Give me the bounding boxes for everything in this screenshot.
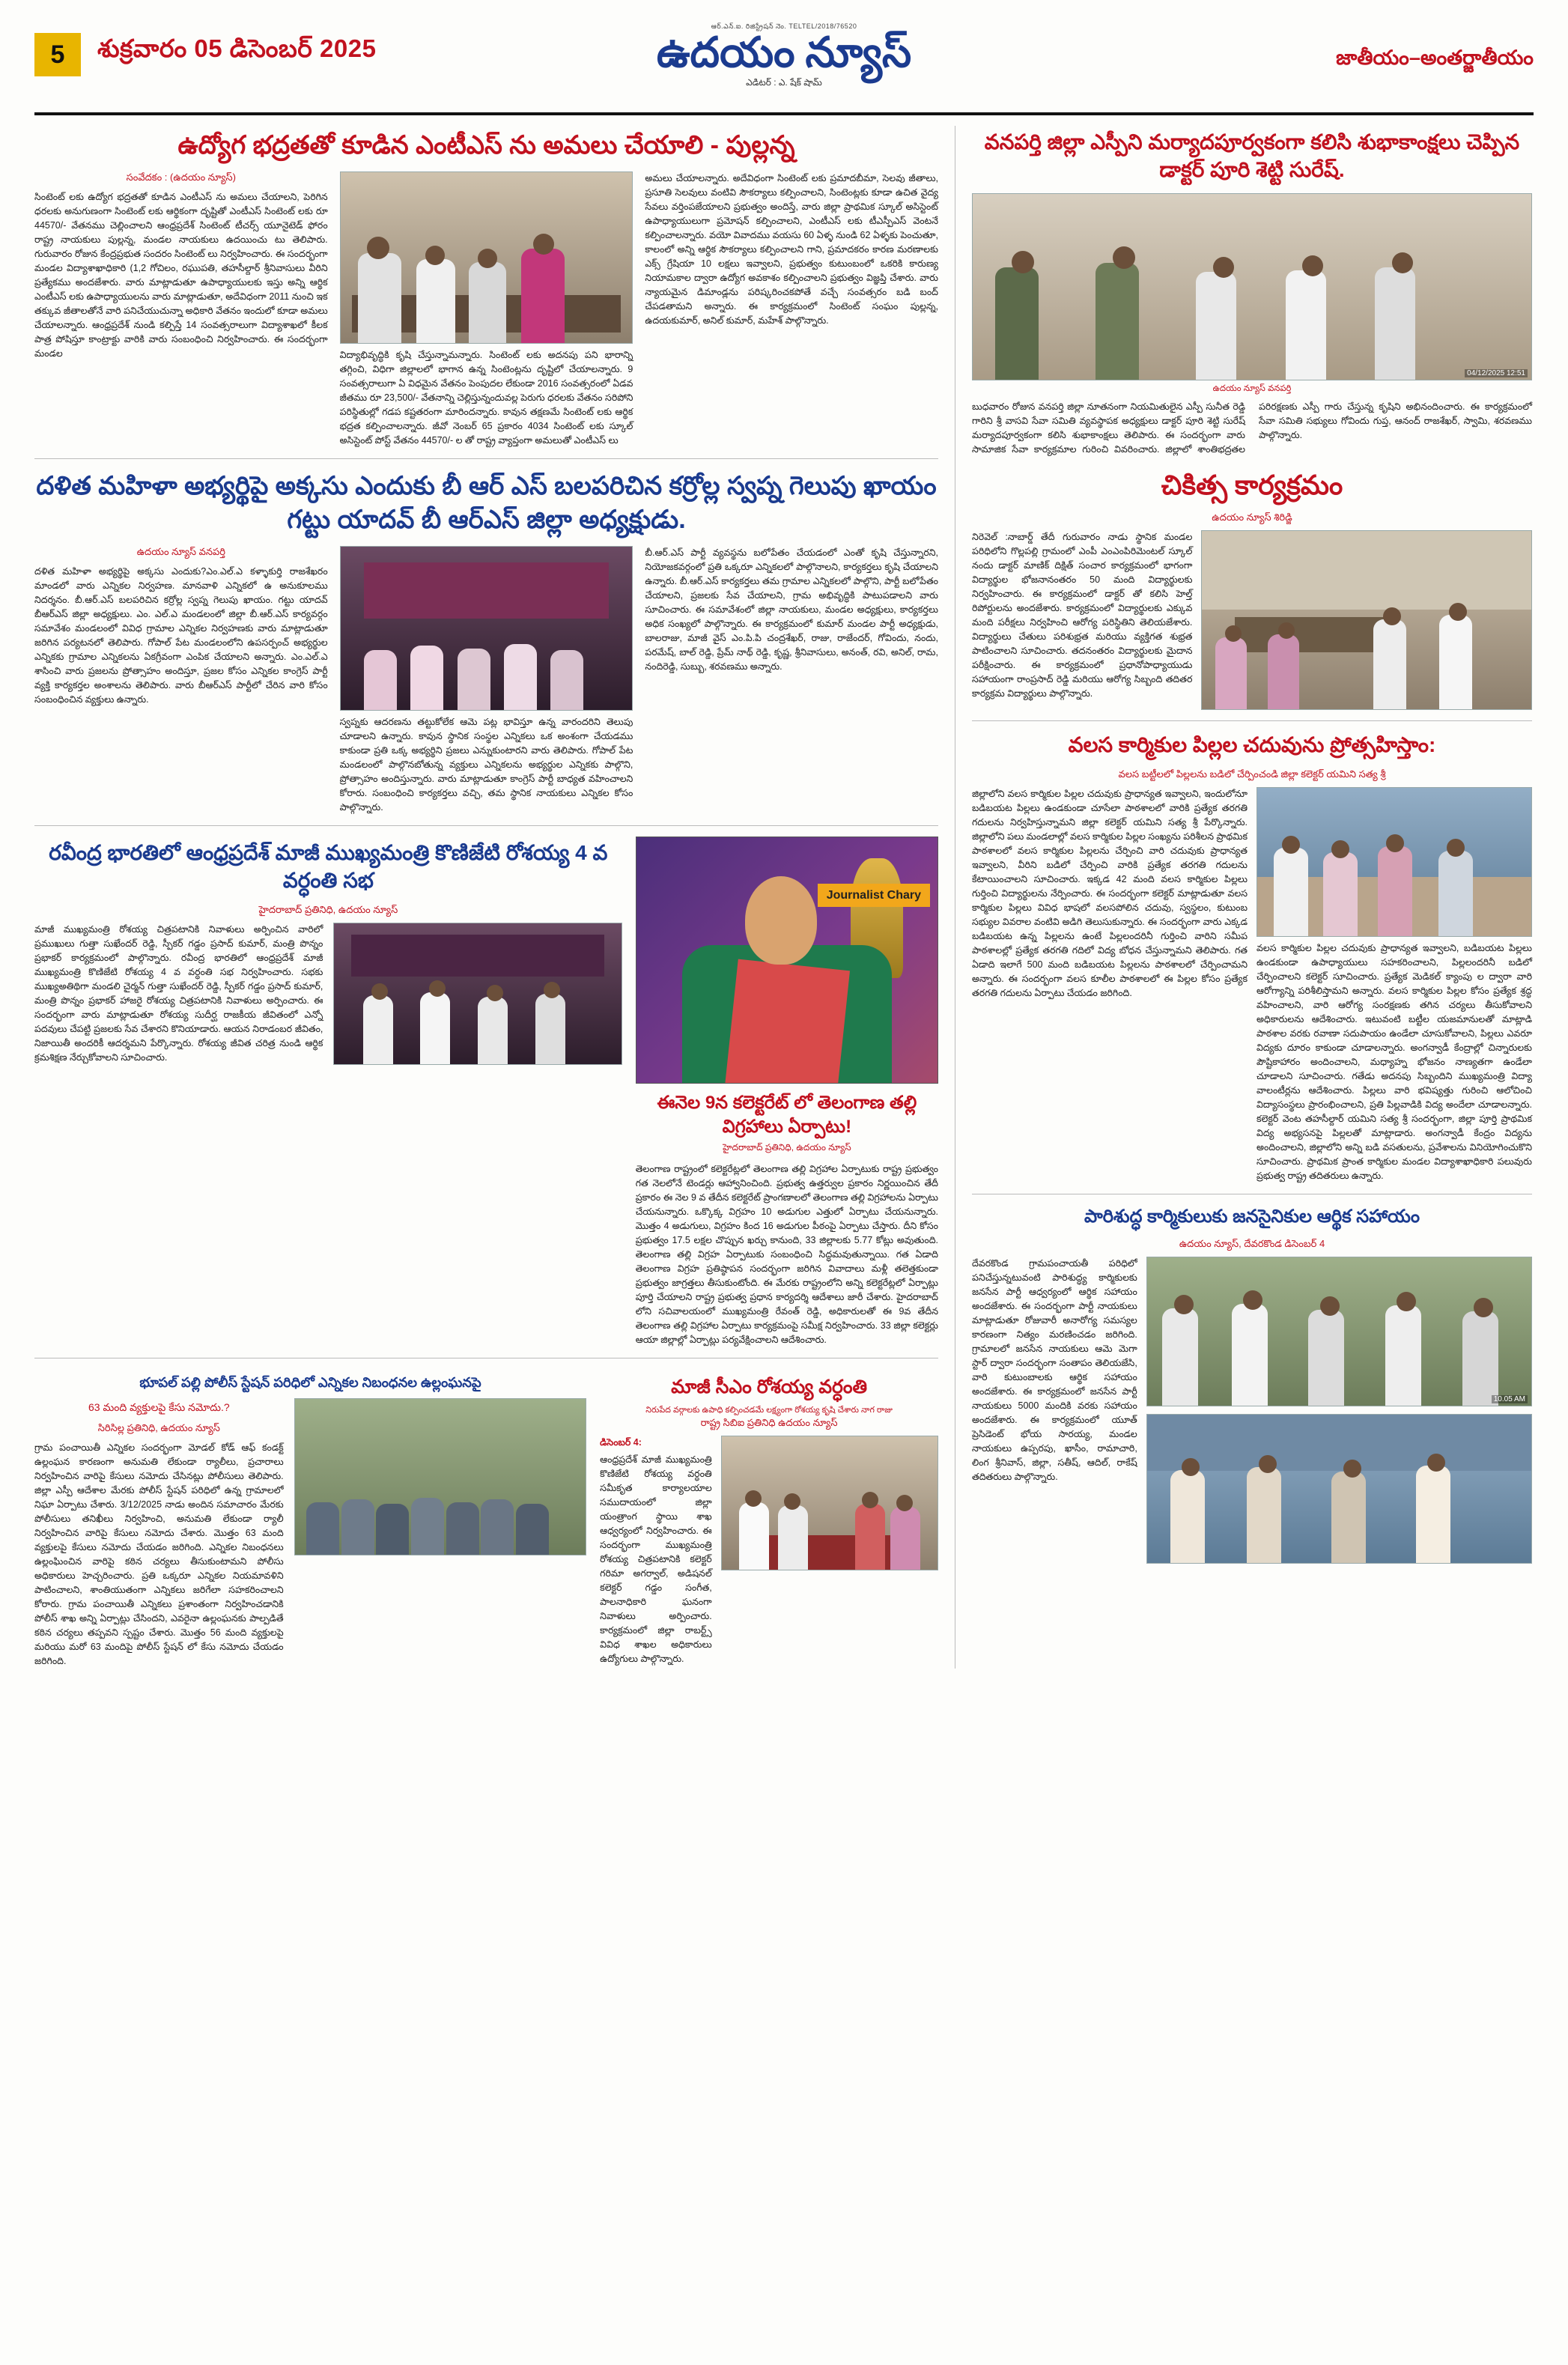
article2-col2: స్వప్నకు ఆదరణను తట్టుకోలేక ఆమె పట్ల భావిస్తూ ఉన్న వారందరిని తెలుపు చూడాలని ఉన్నారు. కావున స్థానిక సంస్థల ఎన్నికలు ఒక అంశంగా చేయడము కాకుండా ప్రతి ఒక్క అభ్యర్థిని ప్రజలు ఎన్నుకుంటారని వారు తెలిపారు. గోపాల్ పేట మండలంలో పాల్గొనబోతున్న వ్యక్తులు ఎన్నికలను అభ్యర్థుల ఎన్నికకు పాల్గొని, ప్రోత్సాహం అందిస్తున్నారు. వారు మాట్లాడుతూ కాంగ్రెస్ పార్టీ బాధ్యత వహించాలని కోరారు. సంబంధించి కార్యకర్తలు వచ్చి, తమ స్థానిక నాయకులు ఎన్నికల కోసం పాల్గొన్నారు. <box>339 716 633 813</box>
masthead-registration: ఆర్.ఎన్.ఐ. రిజిస్ట్రేషన్ నెం. TELTEL/2018/76520 <box>711 22 857 30</box>
article8-photo <box>1256 787 1532 937</box>
journalist-card-body: తెలంగాణ రాష్ట్రంలో కలెక్టరేట్లలో తెలంగాణ తల్లి విగ్రహాల ఏర్పాటుకు రాష్ట్ర ప్రభుత్వం గత నెలలోనే టెండర్లు ఆహ్వానించింది. ప్రభుత్వ ఉత్తర్వుల ప్రకారం నిర్ణయించిన తేదీ ప్రకారం ఈ నెల 9 వ తేదీన కలెక్టరేట్ ప్రాంగణాలలో తెలంగాణ తల్లి విగ్రహాలను ఏర్పాటు చేయనున్నారు. ఒక్కొక్క విగ్రహం 10 అడుగుల ఎత్తులో ఏర్పాటు చేయనున్నారు. మొత్తం 4 అడుగులు, విగ్రహం కింద 16 అడుగుల పీఠంపై ఏర్పాటు చేస్తారు. దీని కోసం ప్రభుత్వం 17.5 లక్షల చొప్పున ఖర్చు కానుంది, 33 జిల్లాలకు 5.77 కోట్లు అవుతుంది. తెలంగాణ తల్లి విగ్రహ ఏర్పాటుకు సంబంధించి సిద్ధమవుతున్నాయి. గత ఏడాది తెలంగాణ విగ్రహ ప్రతిష్ఠాపన సందర్భంగా జరిగిన వివాదాలు మళ్లీ తలెత్తకుండా ప్రభుత్వం జాగ్రత్తలు తీసుకుంటోంది. ఈ మేరకు రాష్ట్రంలోని అన్ని కలెక్టరేట్లలో ఏర్పాట్లు పూర్తి చేయాలని రాష్ట్ర ప్రభుత్వ ప్రధాన కార్యదర్శి ఆదేశాలు జారీ చేశారు. హైదరాబాద్ లోని సచివాలయంలో ముఖ్యమంత్రి రేవంత్ రెడ్డి, అధికారులతో ఈ 9వ తేదీన తెలంగాణ తల్లి విగ్రహాల ఏర్పాటు కార్యక్రమంపై సమీక్ష నిర్వహించారు. 33 జిల్లా కలెక్టర్లు ఆయా జిల్లాల్లో ఏర్పాట్లు పర్యవేక్షించాలని ఆదేశించారు. <box>635 1164 938 1346</box>
divider-1 <box>34 458 938 459</box>
article5-date: డిసెంబర్ 4: <box>600 1436 642 1448</box>
article8-byline: వలస బట్టీలలో పిల్లలను బడిలో చేర్పించండి జిల్లా కలెక్టర్ యమిని సత్య శ్రీ <box>1118 768 1386 780</box>
article2-col1: దళిత మహిళా అభ్యర్థిపై అక్కసు ఎందుకు?ఎం.ఎల్.ఎ కళ్ళాకుర్తి రాజశేఖరం మాండలో వారు ఎన్నికల నిర్వహణ. మానవాళి ఎన్నికలో ఉ అనుకూలము నిదర్శనం. బీ.ఆర్.ఎస్ బలపరిచిన కర్రోల్ల స్వప్న గెలుపు ఖాయం. గట్టు యాదవ్ బీఆర్ఎస్ జిల్లా అధ్యక్షులు. ఎం. ఎల్.ఎ మండలంలో జిల్లా బీ.ఆర్.ఎస్ కార్యవర్గం సమావేశం మండలంలో వివిధ గ్రామాల ఎన్నికల నిర్వహణకు వారు మాట్లాడుతూ జరిగిన పర్యటనలో తెలిపారు. గోపాల్ పేట మండలంలోని ఉపసర్పంచ్ అభ్యర్థుల ఎన్నికకు గ్రామాల ఎన్నికలను ఏకగ్రీవంగా ఎంపిక చేయాలని అన్నారు. ఎం.ఎల్.ఎ శాసించి వారు ప్రజలను ప్రోత్సాహం అందిస్తూ, ప్రజల కోసం ఎన్నికల కాంగ్రెస్ పార్టీ వ్యక్తి కార్యకర్తల అంశాలను తెలిపారు. వారు బీఆర్ఎస్ పార్టీలో చేరిన వారి కోసం సంబంధించిన వ్యక్తులు ఉన్నారు. <box>34 565 328 705</box>
page-content <box>34 126 1534 1669</box>
article-police-cases <box>34 1369 586 1668</box>
article1-col3: అమలు చేయాలన్నారు. అదేవిధంగా సింటెంట్ లకు ప్రమాదబీమా, సెలవు జీతాలు, ప్రసూతి సెలవులు వంటివి సౌకర్యాలు కల్పించాలని, సింటెంట్లకు కూడా ఉచిత వైద్య సేవలు వర్తింపజేయాలని ప్రభుత్వం అందిస్తే, వారు జిల్లా ప్రాథమిక స్కూల్ అసిస్టెంట్ ఉపాధ్యాయులుగా ప్రమోషన్ కల్పించాలని, ఎంటీఎస్ లకు టీఎస్పీఎస్ వెంటనే కల్పించాలన్నారు. వయో వివాదము వయసు 60 ఏళ్ళ నుండి 62 ఏళ్ళకు పెంచుతూ, కాలంలో అన్ని ఆర్థిక సౌకర్యాలు కల్పించాలని గాని, ప్రమాదకరం కారణ మరణాలకు ఎక్స్ గ్రేషియా 10 లక్షలు ఇవ్వాలని, ప్రభుత్వం కుటుంబంలో ఒకరికి కారుణ్య నియామకాల ద్వారా ఉద్యోగ అవకాశం కల్పించాలని ప్రభుత్వం విజ్ఞప్తి చేశారు. వారు న్యాయమైన డిమాండ్లను పరిష్కరించకపోతే వచ్చే సంవత్సరం బడి బంద్ చేపడతామని అన్నారు. ఈ కార్యక్రమంలో సింటెంట్ సంఘం పుల్లన్న, ఉదయకుమార్, అనిల్ కుమార్, మహేశ్ పాల్గొన్నారు. <box>645 172 939 326</box>
article2-photo <box>340 546 633 711</box>
article-brs-dalit-candidate <box>34 470 938 815</box>
journalist-badge: Journalist Chary <box>818 884 930 907</box>
article5-photo <box>721 1436 938 1570</box>
article-migrant-children-education <box>972 732 1532 1183</box>
article-sanitation-workers-aid <box>972 1205 1532 1564</box>
article1-col1: సింటెంట్ లకు ఉద్యోగ భద్రతతో కూడిన ఎంటీఎస్ ను అమలు చేయాలని, పెరిగిన ధరలకు అనుగుణంగా సింటెంట్ లకు ఆర్థికంగా దృష్టితో ఎంటీఎస్ సింటెంట్ లకు రూ 44570/- వేతనము చెల్లించాలని ఆంధ్రప్రదేశ్ సింటెంట్ టీచర్స్ యూనైటెడ్ ఫోరం రాష్ట్ర నాయకులు పుల్లన్న, మండల నాయకులు ఉదయించు టు తెలిపారు. గురువారం రోజున కేంద్రప్రభుత సందరం సింటెంట్ లు నిర్వహించారు. ఈ సందర్భంగా మండల విద్యాశాఖాధికారి (1,2 గోచిలం, రఘుపతి, తహసీల్దార్ శ్రీనివాసులు వీరిని ప్రత్యేకము అందజేశారు. వారు మాట్లాడుతూ ఉపాధ్యాయులకు ఇస్తు అన్ని ఆర్థిక ఎంటీఎస్ లకు ఉపాధ్యాయులను వారు మాట్లాడుతూ, అదేవిధంగా 2011 నుంచి ఇక తక్కువ జీతాలతోనే వారి పనిచేయుచున్నా అధికారి వేతనం ఇందులో కూడా అమలు చేయాలన్నారు. ఆంధ్రప్రదేశ్ నుండి కల్పిస్తే 14 సంవత్సరాలుగా విద్యాశాఖలో కీలక పాత్ర పోషిస్తూ కాంట్రాక్టు వారికి వారు సంబంధించి నిర్వహించారు. ఈ సందర్భంగా మండల <box>34 191 328 359</box>
masthead-editor: ఎడిటర్ : ఎ. షేక్ షామ్ <box>746 77 822 88</box>
article1-headline: ఉద్యోగ భద్రతతో కూడిన ఎంటీఎస్ ను అమలు చేయాలి - పుల్లన్న <box>177 131 795 160</box>
article6-text: బుధవారం రోజున వనపర్తి జిల్లా నూతనంగా నియమితులైన ఎస్పీ సునీత రెడ్డి గారిని శ్రీ వాసవి సేవా సమితి వ్యవస్థాపక అధ్యక్షులు డాక్టర్ పూరి శెట్టి సురేష్ మర్యాదపూర్వకంగా కలిసి శుభాకాంక్షలు తెలిపారు. ఈ సందర్భంగా వారు సామాజిక సేవా కార్యక్రమాల గురించి వివరించారు. జిల్లాలో శాంతిభద్రతల పరిరక్షణకు ఎస్పీ గారు చేస్తున్న కృషిని అభినందించారు. ఈ కార్యక్రమంలో సేవా సమితి సభ్యులు గోవిందు గుప్త, ఆనంద్ రాజశేఖర్, స్వామి, శరవణము పాల్గొన్నారు. <box>972 401 1532 455</box>
article8-col2: వలస కార్మికుల పిల్లల చదువుకు ప్రాధాన్యత ఇవ్వాలని, బడిబయట పిల్లలు ఉండకుండా ఉపాధ్యాయులు సహకరించాలని, పిల్లలందరినీ బడిలో చేర్పించాలని కలెక్టర్ సూచించారు. ప్రత్యేక మెడికల్ క్యాంపు ల ద్వారా వారి ఆరోగ్యాన్ని పరిశీలిస్తామని అన్నారు. వలస కార్మికుల పిల్లల కోసం ప్రత్యేక శ్రద్ధ వహించాలని, వారి ఆరోగ్య సంరక్షణకు తగిన చర్యలు తీసుకోవాలని అధికారులను ఆదేశించారు. ఇటువంటి బట్టీల యజమానులతో మాట్లాడి పాఠశాల వరకు రవాణా సదుపాయం ఉండేలా చూసుకోవాలని, పిల్లలు ఎవరూ విద్యకు దూరం కాకుండా చూడాలన్నారు. అంగన్వాడీ కేంద్రాల్లో చిన్నారులకు పౌష్టికాహారం అందించాలని, మధ్యాహ్న భోజనం నాణ్యతగా ఉండేలా చూడాలని సూచించారు. గతేడు అదనపు సిబ్బందిని ముఖ్యమంత్రి విద్యా వాలంటీర్లను ఆదేశించారు. పిల్లలు వారి భవిష్యత్తు గురించి ఆలోచించి విద్యాసంస్థలు ప్రారంభించాలని, ప్రతి పిల్లవాడికి విద్య అందేలా చూడాలన్నారు. కలెక్టర్ వెంట తహసీల్దార్ యమిని సత్య శ్రీ సందర్భంగా, జిల్లా పూర్తి ప్రాథమిక విద్య అభ్యసనపై పిల్లలతో మాట్లాడారు. అంగన్వాడీ కేంద్రం విద్యను అందించాలని, జిల్లాలోని అన్ని బడి వసతులను, ప్రవేశాలను వినియోగించుకొని సూచించారు. ప్రాథమిక ప్రాంత కార్మికుల మండల విద్యాశాఖాధికారి పలువురు ప్రభుత్వ రాష్ట్ర తదితరులు ఉన్నారు. <box>1256 943 1532 1182</box>
article3-photo <box>333 923 622 1065</box>
article8-col1: జిల్లాలోని వలస కార్మికుల పిల్లల చదువుకు ప్రాధాన్యత ఇవ్వాలని, ఇందులోనూ బడిబయట పిల్లలు ఉండకుండా చూసేలా పాఠశాలలో వారికి ప్రత్యేక తరగతి గదులను నిర్వహిస్తున్నామని జిల్లా కలెక్టర్ యమిని సత్య శ్రీ పేర్కొన్నారు. జిల్లాలోని పలు మండలాల్లో వలస కార్మికుల పిల్లల సంఖ్యను పరిశీలన ప్రాథమిక పాఠశాలలో వలస కార్మికుల పిల్లలను చేర్పించి వారి చదువుకు ప్రాధాన్యత ఇవ్వాలని, వీరిని బడిలో చేర్పించి వారికి ప్రత్యేక తరగతి గదులను కేటాయించాలని సూచించారు. ఇక్కడ 42 మంది వలస కార్మికుల పిల్లలు గుర్తించి విద్యార్థులను నేర్పించారు. ఈ సందర్భంగా కలెక్టర్ మాట్లాడుతూ వలస కార్మికుల పిల్లలు వివిధ భాషలో వలసపోలిన చదువు, స్వస్థలం, కుటుంబ సభ్యుల వివరాల వంటివి అడిగి తెలుసుకున్నారు. ఈ సందర్భంగా వారు ఎక్కడ బడిబయట ఉన్న పిల్లలను ఉంటే పిల్లలందరినీ గుర్తించి వారిని సమీప పాఠశాలల్లో ప్రత్యేక తరగతి గదిలో విద్య బోధన చేస్తున్నామని తెలిపారు. గత ఏడాది ఇలాగే 500 మంది బడిబయట పిల్లలను పాఠశాలలో చేర్పించామని అన్నారు. ఈ సందర్భంగా వలస కూలీల పాఠశాలలో ఈ పిల్లల కోసం ప్రత్యేక తరగతి గదులను ఏర్పాటు చేయడం జరిగింది. <box>972 789 1248 999</box>
article9-photo-timestamp: 10.05 AM <box>1492 1395 1528 1403</box>
article4-text: గ్రామ పంచాయితీ ఎన్నికల సందర్భంగా మోడల్ కోడ్ ఆఫ్ కండక్ట్ ఉల్లంఘన కారణంగా అనుమతి లేకుండా ర్యాలీలు, ప్రచారాలు నిర్వహించిన వారిపై కేసులు నమోదు చేసినట్లు పోలీసులు తెలిపారు. జిల్లా ఎస్పీ ఆదేశాల మేరకు పోలీస్ స్టేషన్ పరిధిలో ఉన్న గ్రామాలలో నిఘా ఏర్పాటు చేశారు. 3/12/2025 నాడు అందిన సమాచారం మేరకు పోలీసులు తనిఖీలు నిర్వహించి, అనుమతి లేకుండా ర్యాలీ నిర్వహించిన వారిపై కేసులు నమోదు చేశారు. మొత్తం 63 మంది వ్యక్తులపై కేసులు నమోదు చేయడం జరిగింది. ఎన్నికల నిబంధనలు ఉల్లంఘించిన వారిపై కఠిన చర్యలు తీసుకుంటామని పోలీసు అధికారులు హెచ్చరించారు. ప్రతి ఒక్కరూ ఎన్నికల నియమావళిని పాటించాలని, శాంతియుతంగా ఎన్నికలు జరిగేలా సహకరించాలని కోరారు. గ్రామ పంచాయితీ ఎన్నికలు ప్రశాంతంగా నిర్వహించడానికి పోలీస్ శాఖ అన్ని ఏర్పాట్లు చేసిందని, ఎవరైనా ఉల్లంఘనకు పాల్పడితే కఠిన చర్యలు తప్పవని స్పష్టం చేశారు. మొత్తం 56 మంది వ్యక్తులపై మరియు మరో 63 మందిపై పోలీస్ స్టేషన్ లో కేసు నమోదు చేయడం జరిగింది. <box>34 1442 284 1666</box>
divider-2 <box>34 825 938 826</box>
article-sp-courtesy-visit <box>972 129 1532 457</box>
masthead <box>34 22 1534 115</box>
article3-byline: హైదరాబాద్ ప్రతినిధి, ఉదయం న్యూస్ <box>258 903 398 915</box>
article6-headline: వనపర్తి జిల్లా ఎస్పీని మర్యాదపూర్వకంగా కలిసి శుభాకాంక్షలు చెప్పిన డాక్టర్ పూరి శెట్టి సురేష్. <box>984 130 1520 181</box>
masthead-section: జాతీయం–అంతర్జాతీయం <box>1336 46 1534 69</box>
article2-col3: బీ.ఆర్.ఎస్ పార్టీ వ్యవస్థను బలోపేతం చేయడంలో ఎంతో కృషి చేస్తున్నారని, నియోజకవర్గంలో ప్రతి ఒక్కరూ ఎన్నికలలో పాల్గొనాలని, కార్యకర్తలు కృషి చేయాలని ఉన్నారు. బీ.ఆర్.ఎస్ కార్యకర్తలు తమ గ్రామాల ఎన్నికలలో పాల్గొని, పార్టీ బలోపేతం చేయాలని, ప్రజలకు సేవ చేయాలని, గ్రామ అభివృద్ధికి పాటుపడాలని వారు సూచించారు. ఈ సమావేశంలో జిల్లా నాయకులు, మండల అధ్యక్షులు, కార్యకర్తలు అధిక సంఖ్యలో పాల్గొన్నారు. ఈ కార్యక్రమంలో కుమార్ మండల పార్టీ అధ్యక్షుడు, బాలరాజు, మాజీ వైస్ ఎం.పి.పి చంద్రశేఖర్, రాజు, రాజేందర్, గోవిందు, నందు, పరమేష్, బాల్ రెడ్డి, ప్రేమ్ నాథ్ రెడ్డి, కృష్ణ, శ్రీనివాసులు, అనంత్, రవి, అనిల్, రామ, నందిరెడ్డి, సుబ్బు, శరవణము అన్నారు. <box>645 547 939 672</box>
article4-byline: సిరిసిల్ల ప్రతినిధి, ఉదయం న్యూస్ <box>97 1421 220 1433</box>
article8-headline: వలస కార్మికుల పిల్లల చదువును ప్రోత్సహిస్తాం: <box>1068 733 1436 757</box>
article5-kicker: నిరుపేద వర్గాలకు ఉపాధి కల్పించడమే లక్ష్యంగా రోశయ్య కృషి చేశారు నాగ రాజు <box>645 1405 893 1415</box>
right-column-zone <box>955 126 1532 1669</box>
article5-headline: మాజీ సీఎం రోశయ్య వర్ధంతి <box>671 1376 868 1398</box>
divider-4 <box>972 720 1532 721</box>
article1-col2: విద్యాభివృద్ధికి కృషి చేస్తున్నామన్నారు. సింటెంట్ లకు అదనపు పని భారాన్ని తగ్గించి, విధిగా జిల్లాలలో భాగాన ఉన్న సింటెంట్లను దృష్టిలో చేయాలన్నారు. 9 సంవత్సరాలుగా ఏ విధమైన వేతనం పెంపుదల లేకుండా 2016 సంవత్సరంలో ఏడవ జీతము రూ 23,500/- వేతనాన్ని చెల్లిస్తున్నందువల్ల పెరుగు ధరలకు వేతనం సరిపోని పరిస్థితుల్లో గడప కష్టతరంగా మారిందన్నారు. కావున తక్షణమే సింటెంట్ లకు ఆర్థిక భద్రత కల్పించాలన్నారు. జీవో నెంబర్ 65 ప్రకారం 4034 సింటెంట్ లకు స్కూల్ అసిస్టెంట్ పోస్ట్ వేతనం 44570/- ల తో రాష్ట్ర వ్యాప్తంగా అమలుతో ఎంటీఎస్ లు <box>339 349 633 446</box>
article6-photo <box>972 193 1532 380</box>
article5-byline: రాష్ట్ర సిబిఐ ప్రతినిధి ఉదయం న్యూస్ <box>700 1416 838 1428</box>
article7-headline: చికిత్స కార్యక్రమం <box>1161 469 1343 500</box>
journalist-card-byline: హైదరాబాద్ ప్రతినిధి, ఉదయం న్యూస్ <box>723 1142 851 1153</box>
article5-text: ఆంధ్రప్రదేశ్ మాజీ ముఖ్యమంత్రి కొణిజేటి రోశయ్య వర్ధంతి సమీకృత కార్యాలయాల సముదాయంలో జిల్లా యంత్రాంగ స్థాయి శాఖ ఆధ్వర్యంలో నిర్వహించారు. ఈ సందర్భంగా ముఖ్యమంత్రి రోశయ్య చిత్రపటానికి కలెక్టర్ గరిమా అగర్వాల్, అడిషనల్ కలెక్టర్ గడ్డం సంగీత, పాలనాధికారి ఘనంగా నివాళులు అర్పించారు. కార్యక్రమంలో జిల్లా రాబర్ట్స్ వివిధ శాఖల అధికారులు ఉద్యోగులు పాల్గొన్నారు. <box>600 1454 712 1664</box>
article1-photo <box>340 171 633 344</box>
article7-photo <box>1201 530 1532 710</box>
journalist-card-caption: ఈనెల 9న కలెక్టరేట్ లో తెలంగాణ తల్లి విగ్రహాలు ఏర్పాటు! <box>657 1092 917 1138</box>
article9-photo-2 <box>1146 1414 1532 1564</box>
article-mts-employment <box>34 129 938 448</box>
article7-text: నిరెవెల్ :నాబార్డ్ తేదీ గురువారం నాడు స్థానిక మండల పరిధిలోని గొల్లపల్లి గ్రామంలో ఎంపీ ఎంఎంపిరిమెంటల్ స్కూల్ నందు డాక్టర్ మాణిక్ దిక్షిత్ సంచార కార్యక్రమంలో భాగంగా విద్యార్థుల భోజనానంతరం 50 మంది విద్యార్థులకు నిర్వహించారు. ఈ కార్యక్రమంలో డాక్టర్ తో కలిసి హెల్త్ రిపోర్టులను అందజేశారు. కార్యక్రమంలో విద్యార్థులకు ఎక్కువ మంది పరీక్షలు నిర్వహించి ఆరోగ్య పరిస్థితిని తెలియజేశారు. విద్యార్థులు చేతులు పరిశుభ్రత మరియు వ్యక్తిగత శుభ్రత పాటించాలని సూచించారు. తదనంతరం విద్యార్థులకు మైదాన పరీక్షించారు. ఈ కార్యక్రమంలో ప్రధానోపాధ్యాయుడు సహాయంగా రాంప్రసాద్ రెడ్డి మరియు ఆరోగ్య సిబ్బంది తదితర కార్యక్రమ విద్యార్థులు పాల్గొన్నారు. <box>972 532 1193 699</box>
figure-head <box>745 876 817 965</box>
article2-byline: ఉదయం న్యూస్ వనపర్తి <box>136 545 225 557</box>
page-number-badge: 5 <box>34 33 81 76</box>
article9-photo-1 <box>1146 1257 1532 1406</box>
left-column-zone <box>34 126 955 1669</box>
article9-headline: పారిశుద్ధ కార్మికులుకు జనసైనికుల ఆర్థిక సహాయం <box>1084 1206 1420 1227</box>
article4-kicker: భూపల్ పల్లి పోలీస్ స్టేషన్ పరిధిలో ఎన్నికల నిబంధనల ఉల్లంఘనపై <box>139 1375 481 1391</box>
article6-photo-timestamp: 04/12/2025 12:51 <box>1465 369 1528 377</box>
article4-subhead: 63 మంది వ్యక్తులపై కేసు నమోదు.? <box>88 1400 230 1413</box>
masthead-title: ఉదయం న్యూస్ <box>656 30 912 76</box>
journalist-promo-card <box>636 837 938 1156</box>
article3-text: మాజీ ముఖ్యమంత్రి రోశయ్య చిత్రపటానికి నివాళులు అర్పించిన వారిలో ప్రముఖులు గుత్తా సుఖేందర్ రెడ్డి, స్పీకర్ గడ్డం ప్రసాద్ కుమార్, మంత్రి పొన్నం ప్రభాకర్ కార్యక్రమంలో పాల్గొన్నారు. రవీంద్ర భారతిలో ఆంధ్రప్రదేశ్ మాజీ ముఖ్యమంత్రి కొణిజేటి రోశయ్య 4 వ వర్ధంతి సభ నిర్వహించారు. సభకు ముఖ్యఅతిథిగా మండలి చైర్మన్ గుత్తా సుఖేందర్ రెడ్డి, స్పీకర్ గడ్డం ప్రసాద్ కుమార్, మంత్రి పొన్నం ప్రభాకర్ హాజరై రోశయ్య చిత్రపటానికి నివాళులు అర్పించారు. ఈ సందర్భంగా వారు మాట్లాడుతూ రోశయ్య సుదీర్ఘ రాజకీయ జీవితంలో ఎన్నో పదవులు చేపట్టి ప్రజలకు సేవ చేశారని కొనియాడారు. ఆయన నిరాడంబర జీవితం, నిజాయితీ అందరికీ ఆదర్శమని పేర్కొన్నారు. రోశయ్య జీవిత చరిత్ర నుండి ఆర్థిక క్రమశిక్షణ నేర్చుకోవాలని సూచించారు. <box>34 923 323 1063</box>
article-roshaiah-anniversary <box>600 1369 938 1668</box>
article3-headline: రవీంద్ర భారతిలో ఆంధ్రప్రదేశ్ మాజీ ముఖ్యమంత్రి కొణిజేటి రోశయ్య 4 వ వర్ధంతి సభ <box>49 840 608 892</box>
telangana-thalli-graphic <box>636 837 938 1084</box>
masthead-logo <box>657 22 911 90</box>
article1-byline: సంవేదకం : (ఉదయం న్యూస్) <box>126 171 237 183</box>
article7-byline: ఉదయం న్యూస్ శిరిడ్జి <box>1212 511 1292 523</box>
masthead-date: శుక్రవారం 05 డిసెంబర్ 2025 <box>97 34 377 62</box>
article9-text: దేవరకొండ గ్రామపంచాయతీ పరిధిలో పనిచేస్తున్నటువంటి పారిశుద్ధ్య కార్మికులకు జనసేన పార్టీ ఆధ్వర్యంలో ఆర్థిక సహాయం అందజేశారు. ఈ సందర్భంగా పార్టీ నాయకులు మాట్లాడుతూ రోజువారీ అనారోగ్య సమస్యల కారణంగా నిత్యం మరణించడం జరిగింది. గ్రామాలలో జనసేన నాయకులు ఆమె మెగా స్టార్ ద్వారా సందర్భంగా సంతాపం తెలియజేసి, వారి కుటుంబాలకు ఆర్థిక సహాయం అందజేశారు. ఈ కార్యక్రమంలో జనసేన పార్టీ నాయకులు 5000 మందికి వరకు సహాయం అందజేశారు. ఈ కార్యక్రమంలో యూత్ ప్రెసిడెంట్ భోయ సారయ్య, మండల నాయకులు ఉప్పరపు, ఖాసీం, రామాచారి, లింగ శ్రీనివాస్, జిల్లా, సతీష్, ఆదిల్, రాకేష్ తదితరులు పాల్గొన్నారు. <box>972 1258 1137 1483</box>
figure-saree <box>724 959 850 1084</box>
article-medical-camp <box>972 467 1532 711</box>
article4-photo <box>294 1398 587 1555</box>
article2-headline: దళిత మహిళా అభ్యర్థిపై అక్కసు ఎందుకు బీ ఆర్ ఎస్ బలపరిచిన కర్రోల్ల స్వప్న గెలుపు ఖాయం గట్టు యాదవ్ బీ ఆర్ఎస్ జిల్లా అధ్యక్షుడు. <box>36 471 937 534</box>
article-roshaiah-memorial <box>34 837 622 1156</box>
article6-photo-caption: ఉదయం న్యూస్ వనపర్తి <box>1212 383 1292 393</box>
article9-byline: ఉదయం న్యూస్, దేవరకొండ డిసెంబర్ 4 <box>1179 1238 1325 1250</box>
